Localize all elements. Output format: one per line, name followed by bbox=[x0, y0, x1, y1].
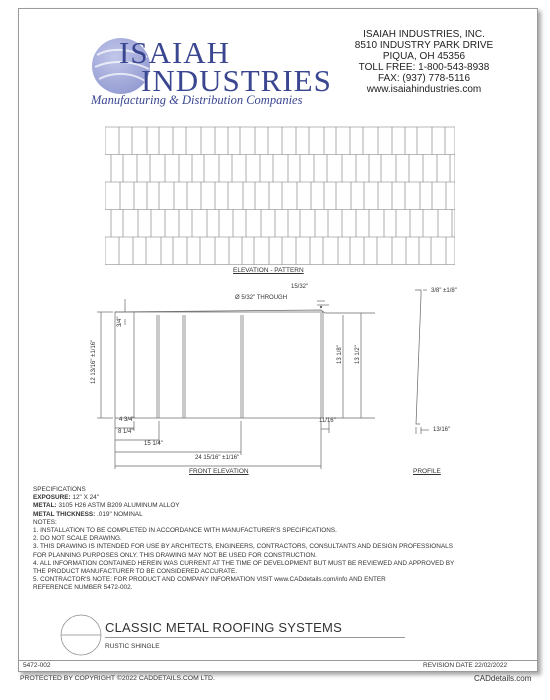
dim-13-1-8: 13 1/8" bbox=[337, 345, 343, 364]
footer-copyright: PROTECTED BY COPYRIGHT ©2022 CADDETAILS.COM LTD. bbox=[20, 675, 215, 682]
note-4b: THE PRODUCT MANUFACTURER TO BE CONSIDERED ACCURATE. bbox=[33, 568, 238, 576]
company-tollfree: TOLL FREE: 1-800-543-8938 bbox=[358, 62, 490, 73]
dim-3-4: 3/4" bbox=[117, 316, 123, 327]
note-1: 1. INSTALLATION TO BE COMPLETED IN ACCORDANCE WITH MANUFACTURER'S SPECIFICATIONS. bbox=[33, 527, 337, 535]
company-address bbox=[349, 29, 499, 95]
notes-heading: NOTES: bbox=[33, 518, 57, 526]
dim-3-8: 3/8" ±1/8" bbox=[431, 288, 457, 294]
logo-line-1: ISAIAH bbox=[119, 35, 231, 70]
revision-date: REVISION DATE 22/02/2022 bbox=[423, 662, 508, 669]
title-divider bbox=[105, 637, 405, 638]
logo-tagline: Manufacturing & Distribution Companies bbox=[91, 93, 303, 107]
dim-13-16: 13/16" bbox=[433, 427, 451, 433]
title-main: CLASSIC METAL ROOFING SYSTEMS bbox=[105, 620, 342, 635]
front-elevation-drawing bbox=[85, 279, 375, 479]
dim-hole: Ø 5/32" THROUGH bbox=[235, 295, 288, 301]
dim-15-1-4: 15 1/4" bbox=[144, 441, 163, 447]
dim-4-3-4: 4 3/4" bbox=[119, 417, 135, 423]
company-name: ISAIAH INDUSTRIES, INC. bbox=[363, 29, 485, 40]
dim-12-13-16: 12 13/16" ±1/16" bbox=[91, 339, 97, 384]
specifications bbox=[33, 486, 454, 593]
elevation-pattern-label: ELEVATION - PATTERN bbox=[233, 267, 304, 274]
note-3: 3. THIS DRAWING IS INTENDED FOR USE BY ARCHITECTS, ENGINEERS, CONTRACTORS, CONSULTANTS AND DESIGN PROFESSIONALS bbox=[33, 543, 453, 551]
titleblock-bottom-rule bbox=[19, 660, 537, 661]
drawing-sheet bbox=[18, 8, 538, 672]
spec-heading: SPECIFICATIONS bbox=[33, 486, 86, 493]
note-5b: REFERENCE NUMBER 5472-002. bbox=[33, 584, 133, 592]
profile-drawing bbox=[407, 284, 467, 434]
elevation-pattern-drawing bbox=[105, 123, 455, 265]
front-elevation-label: FRONT ELEVATION bbox=[189, 468, 249, 475]
note-2: 2. DO NOT SCALE DRAWING. bbox=[33, 535, 122, 543]
spec-thickness: METAL THICKNESS: .019" NOMINAL bbox=[33, 510, 143, 518]
note-3b: FOR PLANNING PURPOSES ONLY. THIS DRAWING MAY NOT BE USED FOR CONSTRUCTION. bbox=[33, 551, 317, 559]
logo-line-2: INDUSTRIES bbox=[141, 63, 332, 98]
title-circle-icon bbox=[59, 613, 103, 657]
footer-brand: CADdetails.com bbox=[474, 674, 532, 683]
note-4: 4. ALL INFORMATION CONTAINED HEREIN WAS CURRENT AT THE TIME OF DEVELOPMENT BUT MUST BE REVIEWED AND APPROVED BY bbox=[33, 559, 455, 567]
dim-8-1-4: 8 1/4" bbox=[118, 429, 134, 435]
company-street: 8510 INDUSTRY PARK DRIVE bbox=[354, 40, 494, 51]
dim-15-32: 15/32" bbox=[291, 284, 309, 290]
dim-24: 24 15/16" ±1/16" bbox=[195, 455, 240, 461]
dim-13-1-2: 13 1/2" bbox=[355, 345, 361, 364]
note-5: 5. CONTRACTOR'S NOTE: FOR PRODUCT AND COMPANY INFORMATION VISIT www.CADdetails.com/info AND ENTER bbox=[33, 576, 386, 584]
profile-label: PROFILE bbox=[413, 468, 441, 475]
company-web: www.isaiahindustries.com bbox=[366, 84, 482, 95]
company-city: PIQUA, OH 45356 bbox=[382, 51, 466, 62]
drawing-number: 5472-002 bbox=[23, 662, 51, 669]
dim-11-16: 11/16" bbox=[319, 418, 336, 424]
company-fax: FAX: (937) 778-5116 bbox=[377, 73, 471, 84]
spec-exposure: EXPOSURE: 12" X 24" bbox=[33, 494, 99, 502]
spec-metal: METAL: 3105 H26 ASTM B209 ALUMINUM ALLOY bbox=[33, 502, 180, 510]
title-subtitle: RUSTIC SHINGLE bbox=[105, 643, 160, 650]
